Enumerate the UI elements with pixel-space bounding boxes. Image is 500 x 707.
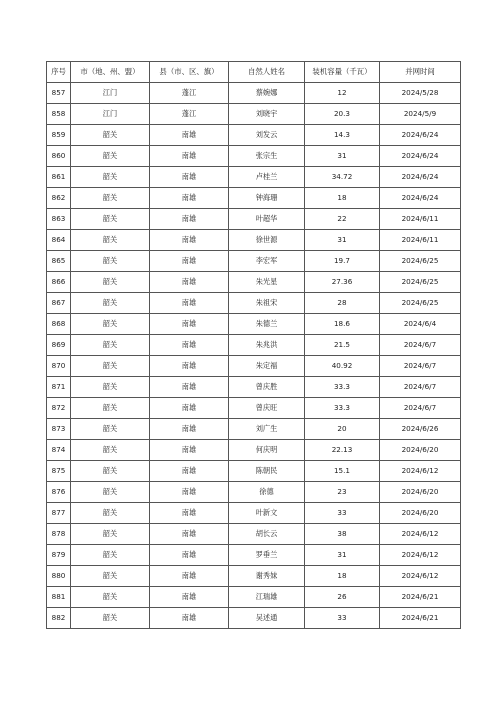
cell-county: 南雄 xyxy=(150,482,229,503)
cell-county: 南雄 xyxy=(150,587,229,608)
table-row xyxy=(47,482,461,503)
cell-city: 韶关 xyxy=(71,251,150,272)
cell-date: 2024/6/25 xyxy=(380,272,461,293)
cell-city: 江门 xyxy=(71,83,150,104)
cell-capacity: 40.92 xyxy=(305,356,380,377)
table-row xyxy=(47,314,461,335)
cell-capacity: 38 xyxy=(305,524,380,545)
cell-date: 2024/6/12 xyxy=(380,545,461,566)
document-page xyxy=(46,61,460,629)
cell-name: 李宏军 xyxy=(229,251,305,272)
table-row xyxy=(47,272,461,293)
cell-capacity: 26 xyxy=(305,587,380,608)
cell-seq: 879 xyxy=(47,545,71,566)
cell-county: 南雄 xyxy=(150,293,229,314)
cell-date: 2024/6/24 xyxy=(380,125,461,146)
cell-seq: 871 xyxy=(47,377,71,398)
cell-name: 朱德兰 xyxy=(229,314,305,335)
cell-date: 2024/6/11 xyxy=(380,209,461,230)
cell-date: 2024/6/25 xyxy=(380,251,461,272)
cell-city: 韶关 xyxy=(71,440,150,461)
cell-county: 南雄 xyxy=(150,335,229,356)
cell-county: 南雄 xyxy=(150,398,229,419)
cell-seq: 876 xyxy=(47,482,71,503)
table-row xyxy=(47,524,461,545)
cell-seq: 859 xyxy=(47,125,71,146)
cell-seq: 882 xyxy=(47,608,71,629)
cell-seq: 877 xyxy=(47,503,71,524)
table-row xyxy=(47,83,461,104)
table-row xyxy=(47,608,461,629)
cell-name: 徐世源 xyxy=(229,230,305,251)
cell-county: 蓬江 xyxy=(150,83,229,104)
cell-name: 朱光星 xyxy=(229,272,305,293)
cell-date: 2024/5/28 xyxy=(380,83,461,104)
cell-seq: 875 xyxy=(47,461,71,482)
cell-date: 2024/6/24 xyxy=(380,146,461,167)
cell-capacity: 33.3 xyxy=(305,398,380,419)
cell-county: 南雄 xyxy=(150,545,229,566)
cell-name: 吴述通 xyxy=(229,608,305,629)
cell-name: 叶超华 xyxy=(229,209,305,230)
cell-county: 南雄 xyxy=(150,419,229,440)
cell-seq: 881 xyxy=(47,587,71,608)
cell-city: 韶关 xyxy=(71,272,150,293)
cell-capacity: 22 xyxy=(305,209,380,230)
table-row xyxy=(47,419,461,440)
table-row xyxy=(47,356,461,377)
cell-name: 朱定福 xyxy=(229,356,305,377)
cell-date: 2024/6/12 xyxy=(380,524,461,545)
cell-seq: 857 xyxy=(47,83,71,104)
cell-date: 2024/6/7 xyxy=(380,335,461,356)
cell-city: 韶关 xyxy=(71,335,150,356)
cell-date: 2024/6/7 xyxy=(380,356,461,377)
cell-seq: 869 xyxy=(47,335,71,356)
cell-capacity: 34.72 xyxy=(305,167,380,188)
cell-name: 徐德 xyxy=(229,482,305,503)
cell-capacity: 33 xyxy=(305,503,380,524)
table-row xyxy=(47,461,461,482)
cell-date: 2024/6/7 xyxy=(380,377,461,398)
header-name: 自然人姓名 xyxy=(229,62,305,83)
cell-capacity: 14.3 xyxy=(305,125,380,146)
cell-capacity: 18 xyxy=(305,566,380,587)
cell-capacity: 20.3 xyxy=(305,104,380,125)
cell-date: 2024/6/20 xyxy=(380,482,461,503)
cell-name: 叶新文 xyxy=(229,503,305,524)
cell-seq: 864 xyxy=(47,230,71,251)
cell-county: 南雄 xyxy=(150,608,229,629)
cell-seq: 858 xyxy=(47,104,71,125)
cell-county: 南雄 xyxy=(150,377,229,398)
header-row xyxy=(47,62,461,83)
cell-date: 2024/6/7 xyxy=(380,398,461,419)
cell-capacity: 18 xyxy=(305,188,380,209)
cell-seq: 870 xyxy=(47,356,71,377)
cell-city: 韶关 xyxy=(71,608,150,629)
cell-name: 朱祖宋 xyxy=(229,293,305,314)
cell-name: 胡长云 xyxy=(229,524,305,545)
cell-capacity: 18.6 xyxy=(305,314,380,335)
cell-capacity: 19.7 xyxy=(305,251,380,272)
cell-date: 2024/6/24 xyxy=(380,188,461,209)
cell-capacity: 31 xyxy=(305,230,380,251)
cell-city: 韶关 xyxy=(71,146,150,167)
cell-name: 陈朝民 xyxy=(229,461,305,482)
cell-capacity: 31 xyxy=(305,146,380,167)
cell-county: 南雄 xyxy=(150,146,229,167)
cell-seq: 874 xyxy=(47,440,71,461)
cell-county: 南雄 xyxy=(150,272,229,293)
header-seq: 序号 xyxy=(47,62,71,83)
cell-seq: 865 xyxy=(47,251,71,272)
cell-city: 韶关 xyxy=(71,293,150,314)
cell-city: 韶关 xyxy=(71,230,150,251)
cell-date: 2024/5/9 xyxy=(380,104,461,125)
cell-name: 曾庆旺 xyxy=(229,398,305,419)
table-row xyxy=(47,545,461,566)
cell-name: 曾庆胜 xyxy=(229,377,305,398)
cell-name: 江瑞雄 xyxy=(229,587,305,608)
cell-county: 南雄 xyxy=(150,461,229,482)
cell-city: 江门 xyxy=(71,104,150,125)
cell-capacity: 21.5 xyxy=(305,335,380,356)
cell-date: 2024/6/21 xyxy=(380,587,461,608)
table-row xyxy=(47,209,461,230)
cell-seq: 873 xyxy=(47,419,71,440)
cell-county: 南雄 xyxy=(150,188,229,209)
cell-county: 南雄 xyxy=(150,125,229,146)
table-row xyxy=(47,377,461,398)
table-row xyxy=(47,293,461,314)
cell-name: 刘晓宇 xyxy=(229,104,305,125)
table-row xyxy=(47,146,461,167)
cell-seq: 867 xyxy=(47,293,71,314)
cell-name: 刘发云 xyxy=(229,125,305,146)
cell-date: 2024/6/25 xyxy=(380,293,461,314)
cell-city: 韶关 xyxy=(71,377,150,398)
cell-city: 韶关 xyxy=(71,167,150,188)
header-city: 市（地、州、盟） xyxy=(71,62,150,83)
table-header xyxy=(47,62,461,83)
table-row xyxy=(47,440,461,461)
cell-name: 刘广生 xyxy=(229,419,305,440)
cell-city: 韶关 xyxy=(71,209,150,230)
cell-seq: 860 xyxy=(47,146,71,167)
cell-capacity: 27.36 xyxy=(305,272,380,293)
cell-date: 2024/6/24 xyxy=(380,167,461,188)
table-row xyxy=(47,104,461,125)
cell-county: 南雄 xyxy=(150,251,229,272)
table-row xyxy=(47,125,461,146)
table-row xyxy=(47,503,461,524)
cell-city: 韶关 xyxy=(71,545,150,566)
cell-seq: 863 xyxy=(47,209,71,230)
table-row xyxy=(47,335,461,356)
cell-name: 张宗生 xyxy=(229,146,305,167)
table-row xyxy=(47,230,461,251)
cell-name: 卢桂兰 xyxy=(229,167,305,188)
cell-seq: 880 xyxy=(47,566,71,587)
cell-city: 韶关 xyxy=(71,503,150,524)
cell-name: 蔡婉娜 xyxy=(229,83,305,104)
cell-capacity: 20 xyxy=(305,419,380,440)
cell-date: 2024/6/21 xyxy=(380,608,461,629)
cell-name: 谢秀妹 xyxy=(229,566,305,587)
cell-county: 蓬江 xyxy=(150,104,229,125)
cell-name: 罗垂兰 xyxy=(229,545,305,566)
cell-county: 南雄 xyxy=(150,440,229,461)
cell-seq: 872 xyxy=(47,398,71,419)
header-county: 县（市、区、旗） xyxy=(150,62,229,83)
table-row xyxy=(47,188,461,209)
cell-county: 南雄 xyxy=(150,566,229,587)
cell-capacity: 22.13 xyxy=(305,440,380,461)
cell-city: 韶关 xyxy=(71,356,150,377)
cell-city: 韶关 xyxy=(71,188,150,209)
cell-capacity: 23 xyxy=(305,482,380,503)
cell-seq: 862 xyxy=(47,188,71,209)
cell-city: 韶关 xyxy=(71,398,150,419)
cell-city: 韶关 xyxy=(71,587,150,608)
cell-name: 朱兆洪 xyxy=(229,335,305,356)
cell-city: 韶关 xyxy=(71,566,150,587)
cell-date: 2024/6/12 xyxy=(380,566,461,587)
cell-county: 南雄 xyxy=(150,209,229,230)
cell-date: 2024/6/11 xyxy=(380,230,461,251)
cell-capacity: 28 xyxy=(305,293,380,314)
table-row xyxy=(47,167,461,188)
cell-date: 2024/6/26 xyxy=(380,419,461,440)
cell-county: 南雄 xyxy=(150,524,229,545)
cell-county: 南雄 xyxy=(150,314,229,335)
cell-city: 韶关 xyxy=(71,314,150,335)
table-row xyxy=(47,398,461,419)
cell-county: 南雄 xyxy=(150,167,229,188)
cell-county: 南雄 xyxy=(150,356,229,377)
cell-seq: 868 xyxy=(47,314,71,335)
header-date: 并网时间 xyxy=(380,62,461,83)
table-row xyxy=(47,587,461,608)
cell-seq: 878 xyxy=(47,524,71,545)
cell-date: 2024/6/4 xyxy=(380,314,461,335)
table-row xyxy=(47,251,461,272)
cell-date: 2024/6/12 xyxy=(380,461,461,482)
cell-capacity: 31 xyxy=(305,545,380,566)
cell-date: 2024/6/20 xyxy=(380,440,461,461)
cell-capacity: 33.3 xyxy=(305,377,380,398)
cell-city: 韶关 xyxy=(71,461,150,482)
cell-capacity: 15.1 xyxy=(305,461,380,482)
header-capacity: 装机容量（千瓦） xyxy=(305,62,380,83)
cell-capacity: 33 xyxy=(305,608,380,629)
cell-county: 南雄 xyxy=(150,230,229,251)
cell-city: 韶关 xyxy=(71,125,150,146)
cell-city: 韶关 xyxy=(71,524,150,545)
cell-date: 2024/6/20 xyxy=(380,503,461,524)
cell-county: 南雄 xyxy=(150,503,229,524)
cell-capacity: 12 xyxy=(305,83,380,104)
table-row xyxy=(47,566,461,587)
cell-city: 韶关 xyxy=(71,419,150,440)
cell-name: 何庆明 xyxy=(229,440,305,461)
cell-city: 韶关 xyxy=(71,482,150,503)
cell-seq: 866 xyxy=(47,272,71,293)
household-pv-table xyxy=(46,61,461,629)
cell-name: 钟海珊 xyxy=(229,188,305,209)
table-body xyxy=(47,83,461,629)
cell-seq: 861 xyxy=(47,167,71,188)
